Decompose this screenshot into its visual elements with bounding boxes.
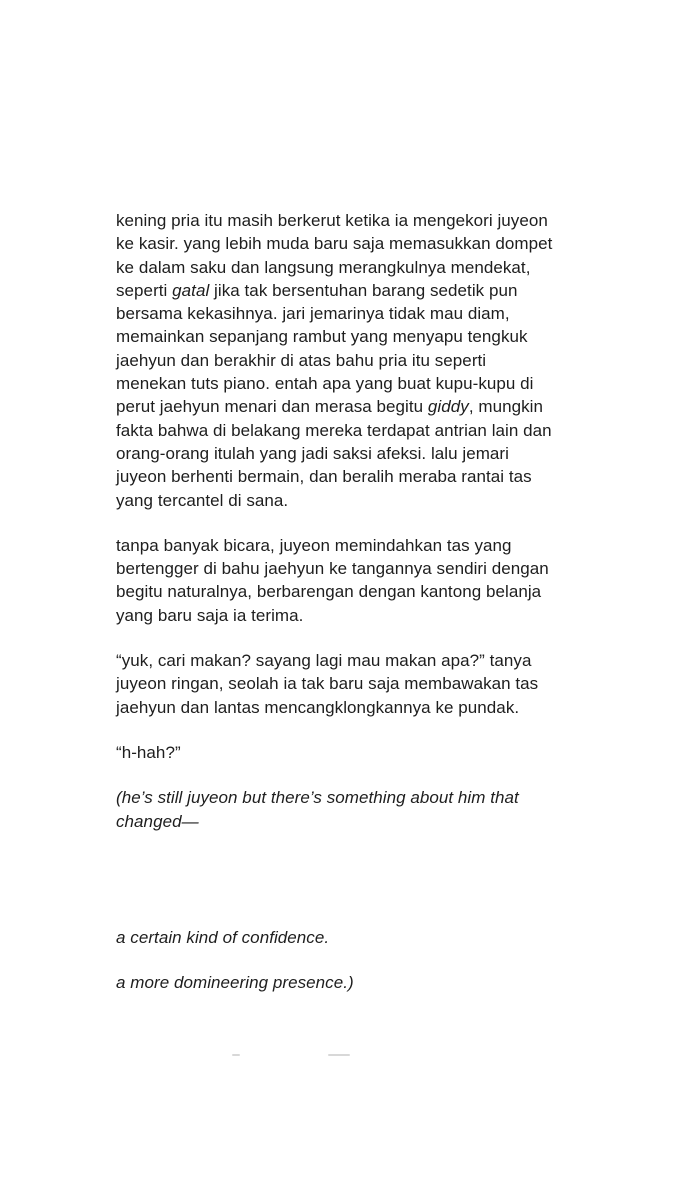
text-line: [116, 395, 556, 418]
story-text: [116, 209, 556, 1016]
text-line: changed—: [116, 811, 199, 831]
paragraph-4: [116, 741, 556, 764]
text-line: bertengger di bahu jaehyun ke tangannya sendiri dengan: [116, 559, 549, 579]
text-line: a certain kind of confidence.: [116, 927, 330, 947]
text-line: kening pria itu masih berkerut ketika ia mengekori juyeon: [116, 211, 548, 230]
text-line: juyeon berhenti bermain, dan beralih meraba rantai tas: [116, 467, 532, 487]
text-line: orang-orang itulah yang jadi saksi afeksi. lalu jemari: [116, 443, 509, 463]
paragraph-7: [116, 971, 556, 994]
text-line: jaehyun dan lantas mencangklongkannya ke pundak.: [116, 697, 520, 717]
paragraph-3: [116, 649, 556, 719]
text-line: memainkan sepanjang rambut yang menyapu tengkuk: [116, 327, 528, 347]
text-line: yang tercantel di sana.: [116, 490, 289, 510]
text-line: fakta bahwa di belakang mereka terdapat antrian lain dan: [116, 420, 552, 440]
text-line: (he’s still juyeon but there’s something about him that: [116, 788, 519, 808]
text-line: ke dalam saku dan langsung merangkulnya mendekat,: [116, 257, 531, 277]
text-line: ke kasir. yang lebih muda baru saja memasukkan dompet: [116, 234, 553, 254]
text-line: jaehyun dan berakhir di atas bahu pria itu seperti: [116, 350, 487, 370]
paragraph-2: [116, 534, 556, 627]
text-line: juyeon ringan, seolah ia tak baru saja membawakan tas: [116, 674, 539, 694]
emphasis-gatal: gatal: [172, 280, 210, 300]
text-line: tanpa banyak bicara, juyeon memindahkan tas yang: [116, 535, 512, 555]
section-spacer: [116, 855, 556, 926]
text-line: bersama kekasihnya. jari jemarinya tidak mau diam,: [116, 304, 510, 324]
text-line: [116, 279, 556, 302]
scan-artifact: [328, 1054, 350, 1056]
text-line: a more domineering presence.): [116, 973, 354, 993]
text-line: yang baru saja ia terima.: [116, 605, 304, 625]
scan-artifact: [232, 1054, 240, 1056]
text-segment: perut jaehyun menari dan merasa begitu: [116, 397, 428, 417]
text-segment: jika tak bersentuhan barang sedetik pun: [209, 280, 518, 300]
text-line: menekan tuts piano. entah apa yang buat kupu-kupu di: [116, 374, 534, 394]
text-segment: seperti: [116, 280, 173, 300]
text-line: “h-hah?”: [116, 742, 181, 762]
emphasis-giddy: giddy: [427, 397, 469, 417]
paragraph-1: [116, 209, 556, 512]
text-line: “yuk, cari makan? sayang lagi mau makan apa?” tanya: [116, 651, 532, 671]
text-segment: , mungkin: [468, 397, 543, 417]
paragraph-6: [116, 926, 556, 949]
text-line: begitu naturalnya, berbarengan dengan kantong belanja: [116, 582, 542, 602]
paragraph-5: [116, 786, 556, 833]
